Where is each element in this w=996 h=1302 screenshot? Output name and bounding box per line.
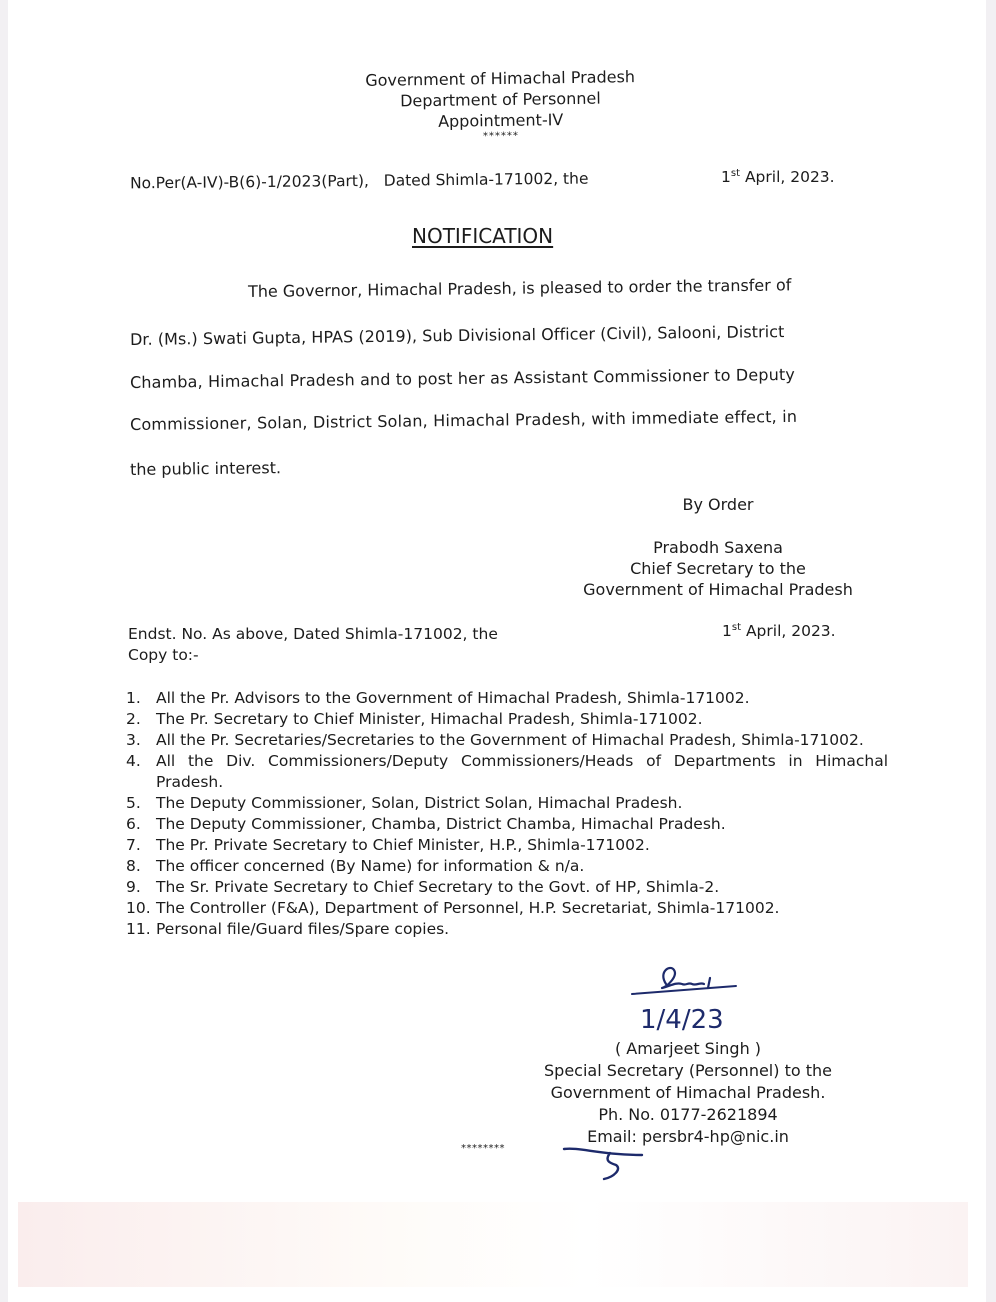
signatory-designation: Government of Himachal Pradesh: [583, 580, 853, 599]
signature-scribble: [662, 968, 710, 988]
paper-stain: [18, 1202, 968, 1287]
reference-date: 1st April, 2023.: [721, 168, 835, 187]
reference-line: [130, 170, 589, 193]
list-item: 9. The Sr. Private Secretary to Chief Secretary to the Govt. of HP, Shimla-2.: [126, 878, 720, 896]
endorsement-line: Endst. No. As above, Dated Shimla-171002, the: [128, 625, 498, 643]
signature-line: [632, 986, 736, 994]
footer-separator: ********: [461, 1143, 505, 1154]
endorsement: [128, 624, 498, 666]
endorsement-date: 1st April, 2023.: [722, 622, 836, 641]
list-item: 3. All the Pr. Secretaries/Secretaries to the Government of Himachal Pradesh, Shimla-171002.: [126, 731, 864, 749]
list-item: 11. Personal file/Guard files/Spare copies.: [126, 920, 450, 938]
branch-name: Appointment-IV: [437, 110, 564, 131]
department-name: Department of Personnel: [399, 88, 601, 111]
reference-dated-place: Dated Shimla-171002, the: [383, 169, 589, 190]
list-item: 8. The officer concerned (By Name) for information & n/a.: [126, 857, 585, 875]
signatory-name: Prabodh Saxena: [653, 538, 783, 557]
list-item: 2. The Pr. Secretary to Chief Minister, Himachal Pradesh, Shimla-171002.: [126, 710, 703, 728]
signatory-designation: Special Secretary (Personnel) to the: [544, 1061, 832, 1080]
signatory-name: ( Amarjeet Singh ): [614, 1039, 762, 1058]
header-separator: ******: [482, 130, 520, 143]
body-line: Dr. (Ms.) Swati Gupta, HPAS (2019), Sub Divisional Officer (Civil), Salooni, District: [129, 322, 785, 349]
list-item: 5. The Deputy Commissioner, Solan, District Solan, Himachal Pradesh.: [126, 794, 683, 812]
body-line: the public interest.: [129, 458, 282, 479]
notification-title: NOTIFICATION: [412, 224, 554, 248]
handwritten-date: 1/4/23: [640, 1005, 724, 1032]
handwritten-signature: [618, 962, 748, 1032]
government-name: Government of Himachal Pradesh: [365, 67, 636, 90]
signatory-designation: Government of Himachal Pradesh.: [550, 1083, 826, 1102]
body-line: Chamba, Himachal Pradesh and to post her as Assistant Commissioner to Deputy: [129, 364, 796, 392]
document-page: [8, 0, 986, 1302]
copy-to-label: Copy to:-: [128, 646, 199, 664]
list-item: 7. The Pr. Private Secretary to Chief Minister, H.P., Shimla-171002.: [126, 836, 650, 854]
body-line: Commissioner, Solan, District Solan, Himachal Pradesh, with immediate effect, in: [129, 406, 798, 434]
by-order: By Order: [682, 495, 754, 514]
signatory-email: Email: persbr4-hp@nic.in: [587, 1127, 789, 1146]
list-item: 4. All the Div. Commissioners/Deputy Commissioners/Heads of Departments in Himachal Pradesh.: [126, 752, 888, 791]
reference-number: No.Per(A-IV)-B(6)-1/2023(Part),: [129, 171, 370, 193]
letterhead: [327, 66, 673, 146]
list-item: 6. The Deputy Commissioner, Chamba, District Chamba, Himachal Pradesh.: [126, 815, 726, 833]
signatory-designation: Chief Secretary to the: [630, 559, 806, 578]
scribble-stroke: [564, 1149, 642, 1179]
list-item: 1. All the Pr. Advisors to the Government of Himachal Pradesh, Shimla-171002.: [126, 689, 750, 707]
order-signatory: [558, 537, 878, 600]
body-line: The Governor, Himachal Pradesh, is pleased to order the transfer of: [247, 275, 792, 301]
pen-scribble: [560, 1143, 650, 1183]
signatory-phone: Ph. No. 0177-2621894: [598, 1105, 778, 1124]
copy-list: [126, 688, 888, 940]
list-item: 10. The Controller (F&A), Department of Personnel, H.P. Secretariat, Shimla-171002.: [126, 899, 780, 917]
signatory-block: [513, 1038, 863, 1148]
